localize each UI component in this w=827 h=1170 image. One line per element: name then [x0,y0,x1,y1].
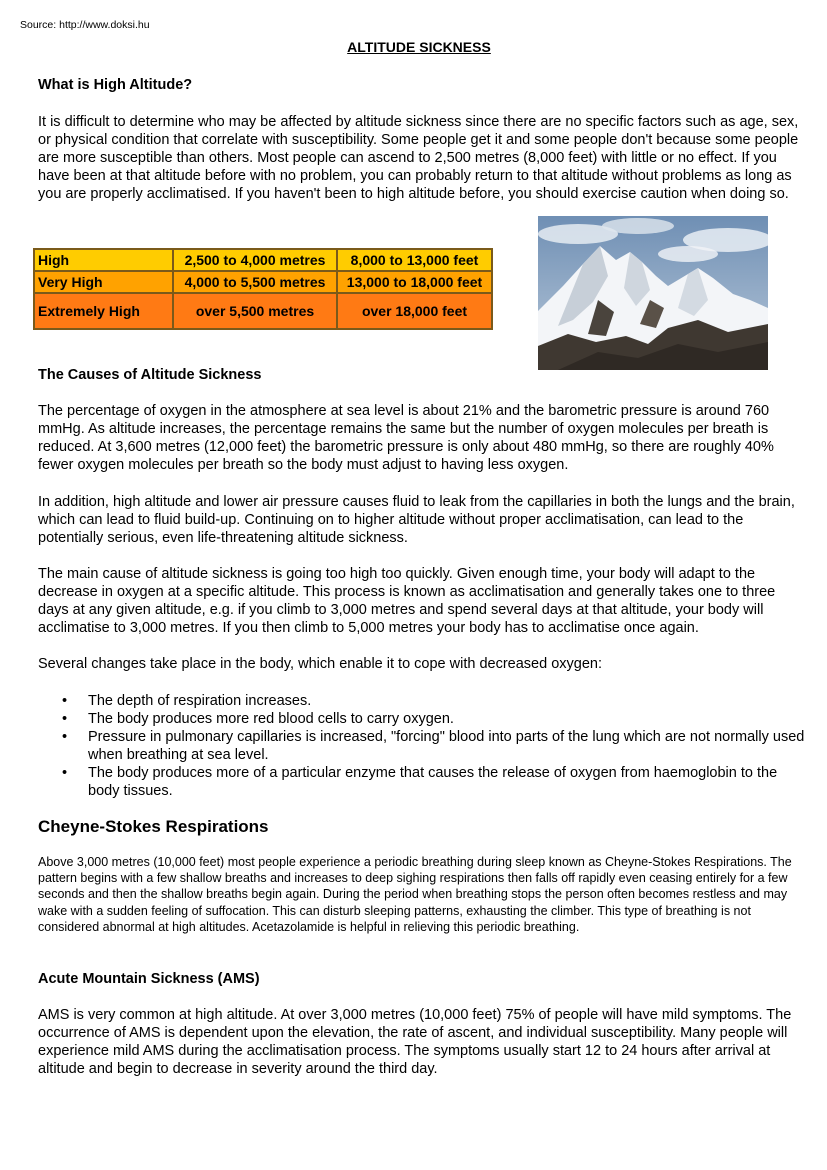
paragraph-cheyne-stokes: Above 3,000 metres (10,000 feet) most people experience a periodic breathing during sleep known as Cheyne-Stokes Respirations. The pattern begins with a few shallow breaths and increases to deep sighing respirations then falls off rapidly even ceasing entirely for a few seconds and then the shallow breaths begin again. During the period when breathing stops the person often becomes restless and may wake with a sudden feeling of suffocation. This can disturb sleeping patterns, exhausting the climber. This type of breathing is not considered abnormal at high altitudes. Acetazolamide is helpful in relieving this periodic breathing. [38,855,792,934]
bullet-icon: • [62,765,68,781]
table-row-high [34,249,492,271]
heading-cheyne-stokes: Cheyne-Stokes Respirations [38,817,269,836]
table-row-extremely-high [34,293,492,329]
document-title: ALTITUDE SICKNESS [347,39,491,55]
paragraph-ams: AMS is very common at high altitude. At over 3,000 metres (10,000 feet) 75% of people will have mild symptoms. The occurrence of AMS is dependent upon the elevation, the rate of ascent, and individual susceptibility. Many people will experience mild AMS during the acclimatisation process. The symptoms usually start 12 to 24 hours after arrival at altitude and begin to decrease in severity around the third day. [38,1007,792,1077]
cell-label: High [34,249,173,271]
mountain-illustration [538,216,768,370]
list-item: • The body produces more of a particular enzyme that causes the release of oxygen from haemoglobin to the body tissues. [62,765,778,799]
cell-feet: 13,000 to 18,000 feet [337,271,492,293]
cell-metres: over 5,500 metres [173,293,337,329]
list-item: • The depth of respiration increases. [62,693,312,709]
paragraph-causes-2: In addition, high altitude and lower air pressure causes fluid to leak from the capillaries in both the lungs and the brain, which can lead to fluid build-up. Continuing on to higher altitude without proper acclimatisation, can lead to the potentially serious, even life-threatening altitude sickness. [38,494,795,546]
cell-metres: 2,500 to 4,000 metres [173,249,337,271]
cell-label: Very High [34,271,173,293]
cell-feet: 8,000 to 13,000 feet [337,249,492,271]
altitude-table [33,248,493,330]
paragraph-causes-3: The main cause of altitude sickness is going too high too quickly. Given enough time, your body will adapt to the decrease in oxygen at a specific altitude. This process is known as acclimatisation and generally takes one to three days at any given altitude, e.g. if you climb to 3,000 metres and spend several days at that altitude, your body will acclimatise to 3,000 metres. If you then climb to 5,000 metres your body has to acclimatise once again. [38,566,776,636]
bullet-icon: • [62,729,68,745]
table-row-very-high [34,271,492,293]
heading-what-is-high-altitude: What is High Altitude? [38,77,193,93]
heading-causes: The Causes of Altitude Sickness [38,367,262,383]
source-line: Source: http://www.doksi.hu [20,19,150,31]
bullet-icon: • [62,693,68,709]
list-item: • Pressure in pulmonary capillaries is increased, "forcing" blood into parts of the lung which are not normally used when breathing at sea level. [62,729,805,763]
cell-feet: over 18,000 feet [337,293,492,329]
mountain-photo [538,216,768,370]
paragraph-causes-1: The percentage of oxygen in the atmosphere at sea level is about 21% and the barometric pressure is around 760 mmHg. As altitude increases, the percentage remains the same but the number of oxygen molecules per breath is reduced. At 3,600 metres (12,000 feet) the barometric pressure is only about 480 mmHg, so there are roughly 40% fewer oxygen molecules per breath so the body must adjust to having less oxygen. [38,403,774,473]
cell-label: Extremely High [34,293,173,329]
body-changes-list [38,692,808,800]
paragraph-causes-4: Several changes take place in the body, which enable it to cope with decreased oxygen: [38,656,602,672]
list-item: • The body produces more red blood cells to carry oxygen. [62,711,454,727]
paragraph-high-altitude: It is difficult to determine who may be affected by altitude sickness since there are no specific factors such as age, sex, or physical condition that correlate with susceptibility. Some people get it and some people don't because some people are more susceptible than others. Most people can ascend to 2,500 metres (8,000 feet) with little or no effect. If you have been at that altitude before with no problem, you can probably return to that altitude without problems as long as you are properly acclimatised. If you haven't been to high altitude before, you should exercise caution when doing so. [38,114,799,202]
cell-metres: 4,000 to 5,500 metres [173,271,337,293]
bullet-icon: • [62,711,68,727]
heading-ams: Acute Mountain Sickness (AMS) [38,971,260,987]
